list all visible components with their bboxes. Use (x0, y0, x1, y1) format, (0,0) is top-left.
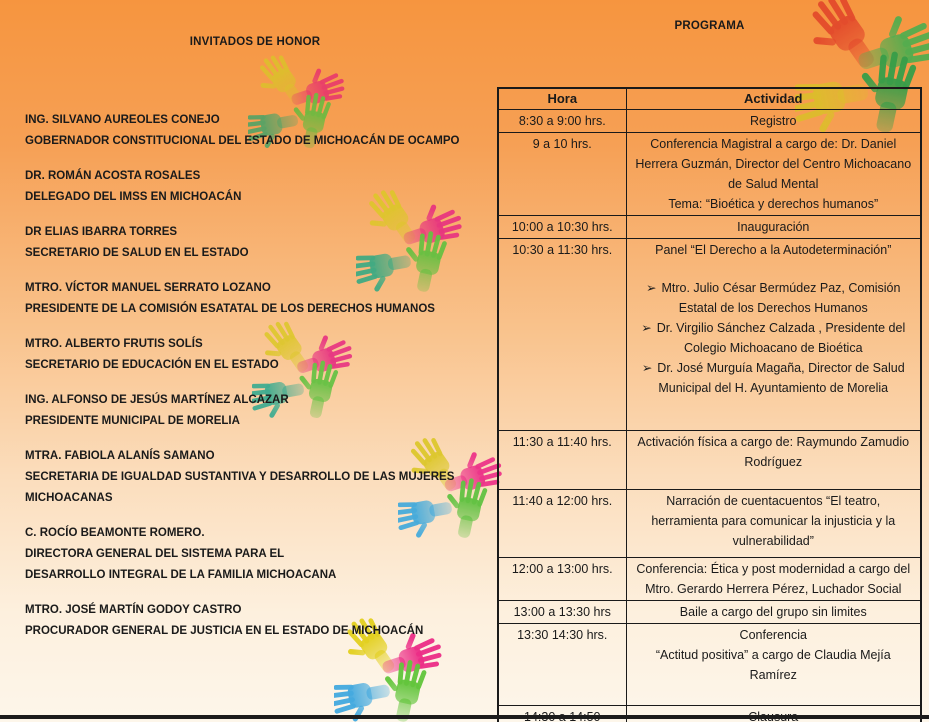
hora-column-header: Hora (498, 88, 626, 110)
guest-title-line: DELEGADO DEL IMSS EN MICHOACÁN (25, 191, 242, 203)
guest-entry (25, 446, 475, 509)
schedule-table (497, 87, 922, 722)
actividad-cell (626, 706, 921, 722)
arrow-bullet-icon: ➢ (641, 321, 652, 335)
activity-line: Panel “El Derecho a la Autodeterminación” (655, 243, 892, 257)
activity-line: Tema: “Bioética y derechos humanos” (668, 197, 879, 211)
activity-bullet-text: Mtro. Julio César Bermúdez Paz, Comisión Estatal de los Derechos Humanos (661, 281, 901, 315)
guest-title-line: GOBERNADOR CONSTITUCIONAL DEL ESTADO DE MICHOACÁN DE OCAMPO (25, 135, 460, 147)
hora-cell: 10:00 a 10:30 hrs. (498, 216, 626, 239)
table-row (498, 601, 921, 624)
table-row (498, 706, 921, 722)
guest-name: DR. ROMÁN ACOSTA ROSALES (25, 170, 201, 182)
guest-title-line: PROCURADOR GENERAL DE JUSTICIA EN EL ESTADO DE MICHOACÁN (25, 625, 424, 637)
hora-cell: 13:30 14:30 hrs. (498, 624, 626, 706)
actividad-cell (626, 490, 921, 558)
actividad-cell (626, 431, 921, 490)
programa-title: PROGRAMA (674, 20, 745, 32)
guest-name: MTRO. VÍCTOR MANUEL SERRATO LOZANO (25, 282, 271, 294)
hora-cell (498, 706, 626, 722)
activity-line: Inauguración (737, 220, 810, 234)
actividad-cell (626, 239, 921, 431)
table-header-row (498, 88, 921, 110)
guest-entry (25, 222, 475, 264)
actividad-column-header: Actividad (626, 88, 921, 110)
table-row (498, 216, 921, 239)
schedule-table-body (498, 110, 921, 722)
hora-cell: 11:40 a 12:00 hrs. (498, 490, 626, 558)
actividad-cell (626, 133, 921, 216)
hora-cell: 11:30 a 11:40 hrs. (498, 431, 626, 490)
arrow-bullet-icon: ➢ (646, 281, 657, 295)
activity-line: Narración de cuentacuentos “El teatro, herramienta para comunicar la injusticia y la vulnerabilidad” (651, 494, 896, 548)
activity-line: Baile a cargo del grupo sin limites (679, 605, 867, 619)
activity-line: Conferencia Magistral a cargo de: Dr. Daniel Herrera Guzmán, Director del Centro Michoacano de Salud Mental (635, 137, 912, 191)
guest-name: MTRO. ALBERTO FRUTIS SOLÍS (25, 338, 203, 350)
guest-name: DR ELIAS IBARRA TORRES (25, 226, 178, 238)
arrow-bullet-icon: ➢ (641, 361, 653, 375)
guest-entry (25, 110, 475, 152)
hora-cell: 9 a 10 hrs. (498, 133, 626, 216)
activity-line: Activación física a cargo de: Raymundo Zamudio Rodríguez (637, 435, 910, 469)
invitados-title: INVITADOS DE HONOR (189, 36, 321, 48)
hora-cell: 10:30 a 11:30 hrs. (498, 239, 626, 431)
guest-name: MTRA. FABIOLA ALANÍS SAMANO (25, 450, 215, 462)
table-row (498, 110, 921, 133)
guest-title-line: MICHOACANAS (25, 492, 113, 504)
table-row (498, 490, 921, 558)
activity-bullet-item (640, 278, 906, 318)
activity-line: Conferencia (739, 628, 807, 642)
table-row (498, 558, 921, 601)
guest-title-line: SECRETARIO DE EDUCACIÓN EN EL ESTADO (25, 359, 279, 371)
guest-title-line: DIRECTORA GENERAL DEL SISTEMA PARA EL (25, 548, 285, 560)
guest-name: ING. ALFONSO DE JESÚS MARTÍNEZ ALCAZAR (25, 394, 289, 406)
guest-title-line: SECRETARIA DE IGUALDAD SUSTANTIVA Y DESARROLLO DE LAS MUJERES (25, 471, 455, 483)
guest-entry (25, 166, 475, 208)
activity-bullet-text: Dr. José Murguía Magaña, Director de Salud Municipal del H. Ayuntamiento de Morelia (657, 361, 905, 395)
table-row (498, 624, 921, 706)
actividad-cell (626, 624, 921, 706)
guest-entry (25, 334, 475, 376)
actividad-cell (626, 601, 921, 624)
guest-entry (25, 523, 475, 586)
guest-title-line: DESARROLLO INTEGRAL DE LA FAMILIA MICHOACANA (25, 569, 337, 581)
hora-cell: 8:30 a 9:00 hrs. (498, 110, 626, 133)
activity-line: Conferencia: Ética y post modernidad a cargo del Mtro. Gerardo Herrera Pérez, Luchador Social (636, 562, 911, 596)
bottom-rule (0, 715, 929, 719)
activity-bullet-item (640, 318, 906, 358)
guest-name: ING. SILVANO AUREOLES CONEJO (25, 114, 220, 126)
activity-line: “Actitud positiva” a cargo de Claudia Mejía Ramírez (655, 648, 891, 682)
actividad-cell (626, 558, 921, 601)
guest-name: MTRO. JOSÉ MARTÍN GODOY CASTRO (25, 604, 242, 616)
guest-entry (25, 390, 475, 432)
table-row (498, 431, 921, 490)
hora-cell: 12:00 a 13:00 hrs. (498, 558, 626, 601)
activity-bullet-item (640, 358, 906, 398)
guest-entry (25, 600, 475, 642)
activity-bullet-text: Dr. Virgilio Sánchez Calzada , Presidente del Colegio Michoacano de Bioética (656, 321, 906, 355)
guest-name: C. ROCÍO BEAMONTE ROMERO. (25, 527, 205, 539)
hora-cell: 13:00 a 13:30 hrs (498, 601, 626, 624)
table-row (498, 239, 921, 431)
guest-entry (25, 278, 475, 320)
guest-title-line: PRESIDENTE MUNICIPAL DE MORELIA (25, 415, 240, 427)
actividad-cell (626, 110, 921, 133)
guest-title-line: SECRETARIO DE SALUD EN EL ESTADO (25, 247, 249, 259)
actividad-cell (626, 216, 921, 239)
guest-list (25, 110, 475, 656)
guest-title-line: PRESIDENTE DE LA COMISIÓN ESATATAL DE LOS DERECHOS HUMANOS (25, 303, 435, 315)
activity-line: Registro (749, 114, 797, 128)
activity-spacer (632, 260, 916, 278)
table-row (498, 133, 921, 216)
